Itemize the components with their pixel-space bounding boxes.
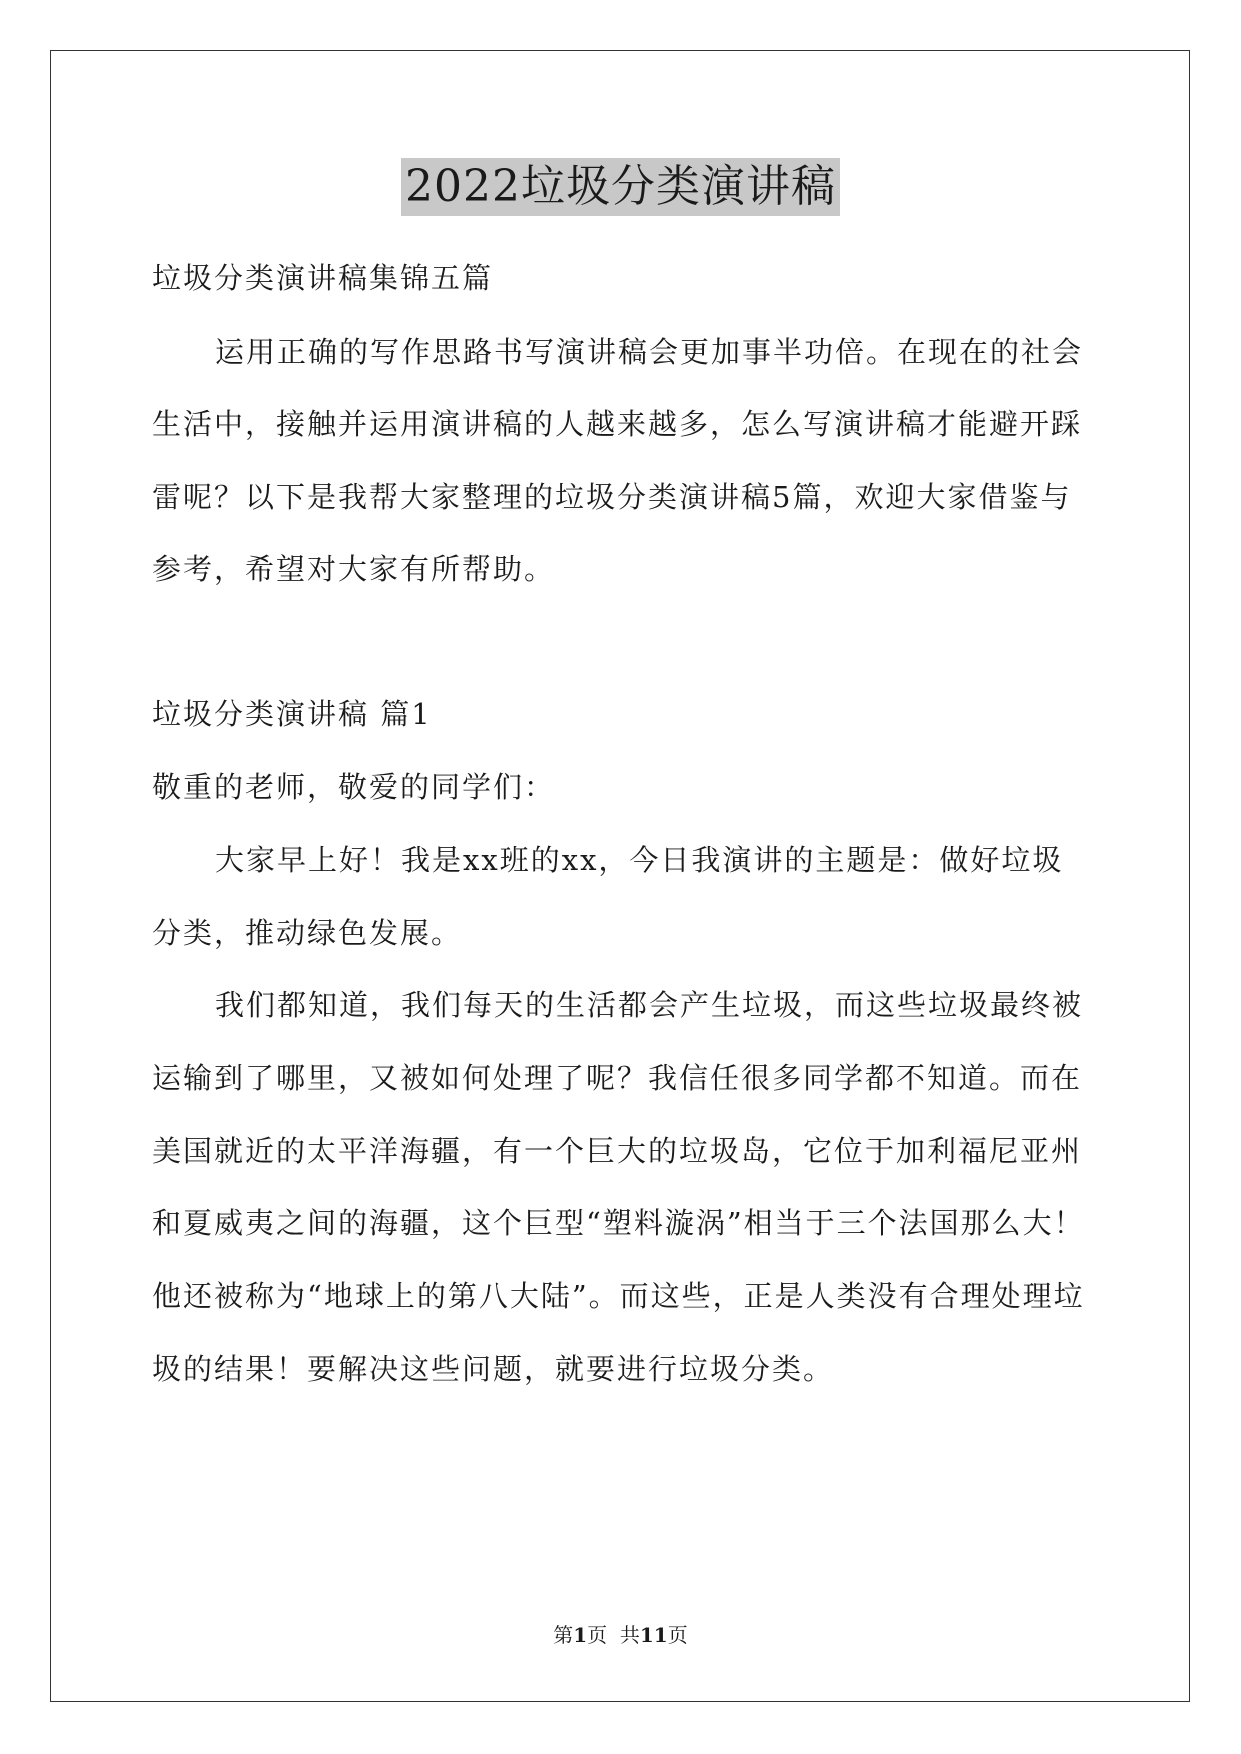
paragraph-line: 分类，推动绿色发展。 <box>152 916 463 950</box>
footer-mid: 页 共 <box>587 1623 640 1647</box>
salutation: 敬重的老师，敬爱的同学们： <box>152 770 556 804</box>
current-page-number: 1 <box>573 1623 588 1647</box>
document-title: 2022垃圾分类演讲稿 <box>401 158 840 216</box>
paragraph-line: 运输到了哪里，又被如何处理了呢？我信任很多同学都不知道。而在 <box>152 1061 1083 1095</box>
subtitle: 垃圾分类演讲稿集锦五篇 <box>152 261 494 295</box>
paragraph-line: 我们都知道，我们每天的生活都会产生垃圾，而这些垃圾最终被 <box>215 988 1084 1022</box>
paragraph-line: 和夏威夷之间的海疆，这个巨型“塑料漩涡”相当于三个法国那么大！ <box>152 1206 1085 1240</box>
paragraph-line: 大家早上好！我是xx班的xx，今日我演讲的主题是：做好垃圾 <box>215 843 1064 877</box>
paragraph-line: 美国就近的太平洋海疆，有一个巨大的垃圾岛，它位于加利福尼亚州 <box>152 1134 1083 1168</box>
paragraph-line: 雷呢？以下是我帮大家整理的垃圾分类演讲稿5篇，欢迎大家借鉴与 <box>152 480 1072 514</box>
footer-prefix: 第 <box>553 1623 574 1647</box>
title-container <box>0 158 1241 216</box>
paragraph-line: 生活中，接触并运用演讲稿的人越来越多，怎么写演讲稿才能避开踩 <box>152 407 1083 441</box>
paragraph-line: 圾的结果！要解决这些问题，就要进行垃圾分类。 <box>152 1352 835 1386</box>
footer-suffix: 页 <box>667 1623 688 1647</box>
paragraph-line: 运用正确的写作思路书写演讲稿会更加事半功倍。在现在的社会 <box>215 335 1084 369</box>
section-heading: 垃圾分类演讲稿 篇1 <box>152 697 432 731</box>
paragraph-line: 参考，希望对大家有所帮助。 <box>152 552 556 586</box>
page-footer <box>0 1622 1241 1648</box>
paragraph-line: 他还被称为“地球上的第八大陆”。而这些，正是人类没有合理处理垃 <box>152 1279 1085 1313</box>
total-page-number: 11 <box>639 1623 668 1647</box>
